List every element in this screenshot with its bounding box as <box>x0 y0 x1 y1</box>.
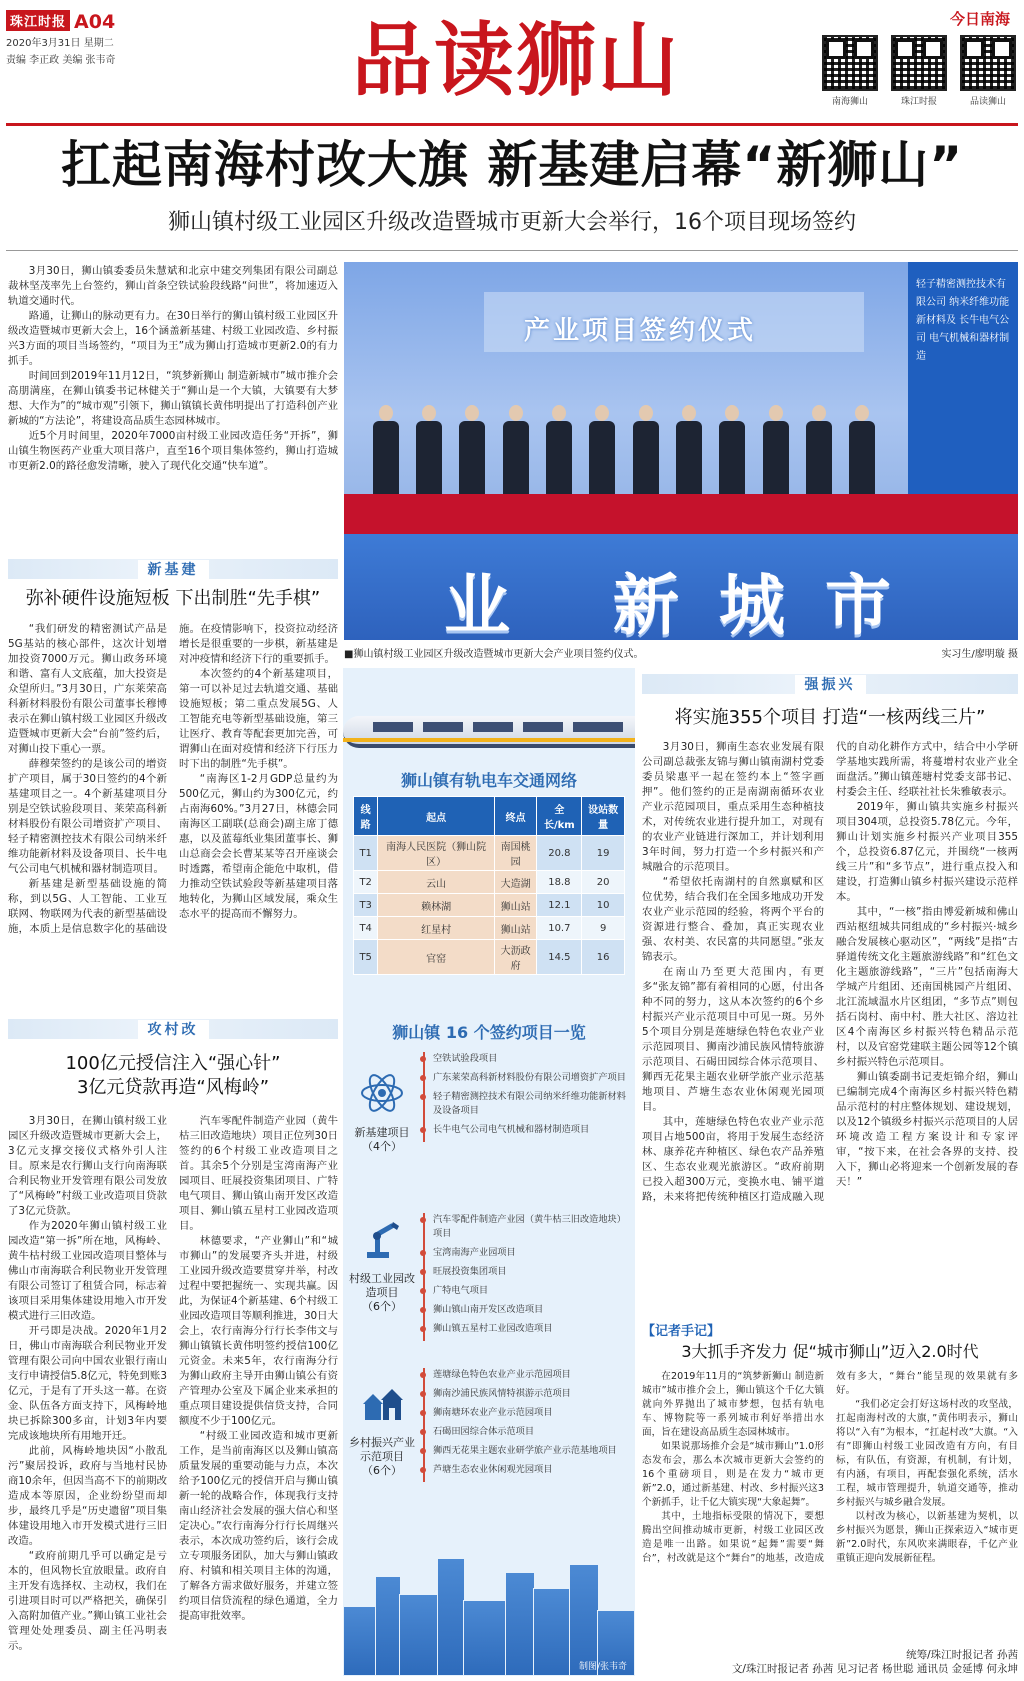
table-cell: 红星村 <box>378 917 495 940</box>
person-figure <box>546 405 572 497</box>
table-cell: 20.8 <box>537 836 582 871</box>
table-cell: 狮山站 <box>494 894 536 917</box>
region-tag: 今日南海 <box>949 10 1010 28</box>
section-headline-revitalization: 将实施355个项目 打造“一核两线三片” <box>674 707 986 728</box>
body-paragraph: 作为2020年狮山镇村级工业园改造“第一拆”所在地，风梅岭、黄牛枯村级工业园改造项目整体与佛山市南海联合利民物业开发管理有限公司签订了租赁合同，标志着该项目采用集体建设用地入市开发模式进行三旧改造。 <box>8 1220 167 1322</box>
body-paragraph: 林德要求，“产业狮山”和“城市狮山”的发展要齐头并进，村级工业园升级改造要贯穿并举，村改过程中要把握统一、实现共赢。因此，为保证4个新基建、6个村级工业园改造项目等顺利推进，30日大会上，农行南海分行行长李伟文与狮山镇镇长黄伟明签约授信100亿元资金。未来5年，农行南海分行为狮山政府主导开由狮山镇公有资产管理办公室及下属企业来承担的重点项目建设提供信贷支持，合同额度不少于100亿元。 <box>179 1235 338 1427</box>
table-cell: 官窑 <box>378 940 495 975</box>
table-header: 终点 <box>494 797 536 836</box>
photo-credit: 实习生/廖明璇 摄 <box>941 649 1018 660</box>
body-paragraph: 在南山乃至更大范围内，有更多“张友锦”都有着相同的心愿，付出各种不同的努力，这从本次签约的6个乡村振兴产业示范项目中可见一斑。另外5个项目分别是莲塘绿色特色农业产业示范园项目、狮南沙浦民族风情特旅游示范项目、石碣田园综合体示范项目、狮西无花果主题农业研学旅产业示范基地项目、芦塘生态农业休闲观光园项目。 <box>642 966 824 1113</box>
photo-caption <box>344 645 1018 660</box>
tram-window <box>473 722 513 732</box>
lead-paragraph: 时间回到2019年11月12日，“筑梦新狮山 制造新城市”城市推介会高朋满座，在狮山镇委书记林健关于“狮山是一个大镇，大镇要有大梦想、大作为”的“城市观”引领下，狮山镇镇长黄伟明提出了打造科创产业新城的“方法论”，将建设高品质生态园林城市。 <box>8 370 338 427</box>
photo-board-title: 产业项目签约仪式 <box>524 316 757 346</box>
table-cell: T4 <box>354 917 378 940</box>
person-figure <box>373 405 399 497</box>
table-cell: 10 <box>582 894 625 917</box>
body-paragraph: 3月30日，狮南生态农业发展有限公司副总裁张友锦与狮山镇南湖村党委委员梁惠平一起在签约本上“签字画押”。他们签约的正是南湖南循环农业产业示范园项目，重点采用生态种植技术，对传统农业进行提升加工，对现有的农业产业链进行深加工，并计划利用3年时间，努力打造一个乡村振兴和产城融合的示范项目。 <box>642 741 824 873</box>
tram-illustration <box>343 688 635 768</box>
table-cell: 14.5 <box>537 940 582 975</box>
person-figure <box>416 405 442 497</box>
category-count: （4个） <box>362 1140 402 1153</box>
table-row <box>354 894 625 917</box>
table-cell: 云山 <box>378 871 495 894</box>
body-paragraph: “我们必定会打好这场村改的攻坚战，扛起南海村改的大旗，”黄伟明表示，狮山将以“入有”为根本，“扛起村改”大旗。“入有”即狮山村级工业园改造有方向，有目标，有队伍，有资源，有机制，有计划，有内涵，有项目，再配套强化系统，活水工程，城市管理提升，轨道交通等，推动乡村振兴与城乡融合发展。 <box>836 1399 1018 1508</box>
section-title: 品读狮山 <box>352 13 680 107</box>
table-cell: 12.1 <box>537 894 582 917</box>
table-cell: 9 <box>582 917 625 940</box>
village-houses-icon <box>359 1380 405 1426</box>
body-paragraph: “村级工业园改造和城市更新工作，是当前南海区以及狮山镇高质量发展的重要动能与力点，本次给予100亿元的授信开启与狮山镇新一轮的战略合作，体现我行支持南山经济社会发展的强大信心和坚定决心。”农行南海分行行长周继兴表示，本次成功签约后，该行会成立专项服务团队，加大与狮山镇政府、村镇和相关项目主体的沟通，了解各方需求做好服务，并建立签约项目信贷流程的绿色通道，全力提高审批效率。 <box>179 1430 338 1622</box>
qr-code-icon <box>822 35 878 91</box>
project-item: 狮南塘环农业产业示范园项目 <box>433 1406 629 1420</box>
building-shape <box>505 1572 535 1676</box>
city-skyline-illustration <box>343 1546 635 1676</box>
table-row <box>354 871 625 894</box>
body-paragraph: 2019年，狮山镇共实施乡村振兴项目304项，总投资5.78亿元。今年，狮山计划实施乡村振兴产业项目355个，总投资6.87亿元，并围绕“一核两线三片”和“多节点”，进行重点投入和建设，打造狮山镇乡村振兴建设示范样本。 <box>836 801 1018 903</box>
table-cell: 南国桃园 <box>494 836 536 871</box>
atom-icon <box>359 1070 405 1116</box>
project-item: 广特电气项目 <box>433 1284 629 1298</box>
project-item: 汽车零配件制造产业园（黄牛枯三旧改造地块）项目 <box>433 1213 629 1241</box>
project-item: 芦塘生态农业休闲观光园项目 <box>433 1463 629 1477</box>
signed-projects-title: 狮山镇 16 个签约项目一览 <box>392 1023 586 1042</box>
person-figure <box>459 405 485 497</box>
body-paragraph: 薛穆荣签约的是该公司的增资扩产项目，属于30日签约的4个新基建项目之一。4个新基建项目分别是空铁试验段项目、莱荣高科新材料股份有限公司增资扩产项目、轻子精密测控技术有限公司纳米纤维功能新材料及设备项目、长牛电气公司电气机械和器材制造项目。 <box>8 758 167 875</box>
table-header: 全长/km <box>537 797 582 836</box>
reporter-note-body <box>642 1370 1018 1642</box>
project-item: 狮山镇山南开发区改造项目 <box>433 1303 629 1317</box>
body-paragraph: 此前，风梅岭地块因“小散乱污”聚居投诉，政府与当地村民协商10余年，但因当高不下的前期改造成本等原因，企业纷纷望而却步，最终几乎是“历史遗留”项目集体建设用地入市开发模式进行三旧改造。 <box>8 1445 167 1547</box>
table-cell: 大造湖 <box>494 871 536 894</box>
person-figure <box>676 405 702 497</box>
tram-window <box>373 722 413 732</box>
building-shape <box>343 1606 377 1676</box>
project-item: 宝湾南海产业园项目 <box>433 1246 629 1260</box>
tram-body <box>343 716 635 748</box>
body-paragraph: “我们研发的精密测试产品是5G基站的核心部件，这次计划增加投资7000万元。狮山政务环境和谐、富有人文底蕴，加大投资是众望所归。”3月30日，广东莱荣高科新材料股份有限公司董事长穆博表示在狮山镇村级工业园区升级改造暨城市更新大会“台前”签约后，对狮山投下重心一票。 <box>8 623 167 755</box>
masthead-left <box>6 10 156 67</box>
rail-network-title: 狮山镇有轨电车交通网络 <box>400 771 577 790</box>
masthead-right <box>820 8 1018 107</box>
reporter-note-headline: 3大抓手齐发力 促“城市狮山”迈入2.0时代 <box>681 1342 979 1361</box>
building-shape <box>399 1594 439 1676</box>
lead-paragraph: 路通，让狮山的脉动更有力。在30日举行的狮山镇村级工业园区升级改造暨城市更新大会上，16个涵盖新基建、村级工业园改造、乡村振兴3方面的项目当场签约，“项目为王”成为狮山打造城市更新2.0的有力抓手。 <box>8 310 338 367</box>
category-village-industrial <box>347 1216 417 1314</box>
editors-line: 责编 李正政 美编 张韦奇 <box>6 55 116 66</box>
person-figure <box>589 405 615 497</box>
section-label-text: 强振兴 <box>795 675 866 695</box>
body-paragraph: 开弓即是决战。2020年1月2日，佛山市南海联合利民物业开发管理有限公司向中国农业银行南山支行申请授信5.8亿元，特免到账3亿元，于是有了开头这一幕。在资金、队伍各方面支持下，风梅岭地块已拆除300多亩，计划3年内要完成该地块所有用地开迁。 <box>8 1325 167 1442</box>
table-row <box>354 940 625 975</box>
category-items-new-infrastructure <box>423 1052 629 1142</box>
building-shape <box>437 1558 465 1676</box>
caption-text: ■狮山镇村级工业园区升级改造暨城市更新大会产业项目签约仪式。 <box>344 649 644 660</box>
project-item: 狮南沙浦民族风情特祺游示范项目 <box>433 1387 629 1401</box>
table-cell: T1 <box>354 836 378 871</box>
issue-date: 2020年3月31日 星期二 <box>6 38 114 49</box>
section-body-infrastructure <box>8 622 338 978</box>
table-header: 线路 <box>354 797 378 836</box>
section-label-village-reform <box>8 1019 338 1039</box>
table-header: 起点 <box>378 797 495 836</box>
table-cell: 南海人民医院（狮山院区） <box>378 836 495 871</box>
qr-code-zhujiang[interactable] <box>889 35 949 107</box>
person-figure <box>503 405 529 497</box>
building-shape <box>463 1600 507 1676</box>
category-items-rural-revitalization <box>423 1368 629 1482</box>
qr-code-icon <box>891 35 947 91</box>
section-label-text: 新基建 <box>138 560 209 580</box>
category-rural-revitalization <box>347 1380 417 1478</box>
tram-stripe <box>343 738 635 742</box>
section-label-revitalization <box>642 674 1018 694</box>
person-figure <box>806 405 832 497</box>
masthead-divider <box>6 123 1018 126</box>
paper-logo: 珠江时报 <box>6 10 70 31</box>
qr-label: 南海狮山 <box>831 97 868 107</box>
qr-label: 品读狮山 <box>969 97 1006 107</box>
body-paragraph: 狮山镇委副书记麦炬锦介绍，狮山已编制完成4个南海区乡村振兴特色精品示范村的村庄整体规划、建设规划，以及12个镇级乡村振兴示范项目的人居环境改造工程方案设计和专家评审，“按下来，在社会各界的支持、投入下，狮山必将迎来一个创新发展的春天！” <box>836 1071 1018 1188</box>
building-shape <box>533 1588 571 1676</box>
table-cell: 18.8 <box>537 871 582 894</box>
table-cell: 19 <box>582 836 625 871</box>
person-figure <box>719 405 745 497</box>
table-cell: 大沥政府 <box>494 940 536 975</box>
table-cell: T3 <box>354 894 378 917</box>
byline-coordinator: 统筹/珠江时报记者 孙茜 <box>906 1649 1018 1661</box>
project-item: 空铁试验段项目 <box>433 1052 629 1066</box>
section-label-infrastructure <box>8 559 338 579</box>
body-paragraph: 汽车零配件制造产业园（黄牛枯三旧改造地块）项目正位列30日签约的6个村级工业改造项目之首。其余5个分别是宝湾南海产业园项目、旺展投资集团项目、广特电气项目、狮山镇山南开发区改造项目、狮山镇五星村工业园改造项目。 <box>179 1115 338 1232</box>
category-items-village-industrial <box>423 1213 629 1341</box>
photo-people <box>364 387 884 497</box>
body-paragraph: 3月30日，在狮山镇村级工业园区升级改造暨城市更新大会上，3亿元支撑交接仪式格外引人注目。原来是农行狮山支行向南海联合利民物业开发管理有限公司发放了“风梅岭”村级工业改造项目贷款了3亿元贷款。 <box>8 1115 167 1217</box>
signing-table <box>344 494 1018 534</box>
category-count: （6个） <box>362 1464 402 1477</box>
project-item: 莲塘绿色特色农业产业示范园项目 <box>433 1368 629 1382</box>
body-paragraph: 新基建是新型基础设施的简称，到以5G、人工智能、工业互联网、物联网为代表的新型基础设施，本质上是信息数字化的基础设施。在疫情影响下，投资拉动经济增长是很重要的一步棋，新基建是对冲疫情和经济下行的重要抓手。 <box>8 623 338 935</box>
lead-paragraph: 3月30日，狮山镇委委员朱慧斌和北京中建交列集团有限公司副总裁林坚茂率先上台签约，狮山首条空铁试验段线路“问世”，将加速迈入轨道交通时代。 <box>8 265 338 307</box>
project-item: 狮山镇五星村工业园改造项目 <box>433 1322 629 1336</box>
qr-code-pindu[interactable] <box>958 35 1018 107</box>
body-paragraph: “希望依托南湖村的自然禀赋和区位优势，结合我们在全国多地成功开发农业产业示范园的经验，将两个平台的资源进行整合、叠加，真正实现农业强、农村美、农民富的共同愿望。”张友锦表示。 <box>642 876 824 963</box>
table-cell: T2 <box>354 871 378 894</box>
body-paragraph: 如果说那场推介会是“城市狮山”1.0形态发布会，那么本次城市更新大会签约的16个重磅项目，则是在发力“城市更新”2.0，通过新基建、村改、乡村振兴这3个新抓手，让千亿大镇实现“大象起舞”。 <box>642 1441 824 1508</box>
category-new-infrastructure <box>347 1070 417 1154</box>
rail-network-table <box>353 796 625 975</box>
table-row <box>354 836 625 871</box>
table-header-row <box>354 797 625 836</box>
table-cell: 赖林湖 <box>378 894 495 917</box>
reporter-note-label: 【记者手记】 <box>642 1324 721 1339</box>
table-cell: 16 <box>582 940 625 975</box>
section-headline-infrastructure: 弥补硬件设施短板 下出制胜“先手棋” <box>25 588 321 609</box>
tram-window <box>523 722 563 732</box>
project-item: 旺展投资集团项目 <box>433 1265 629 1279</box>
table-row <box>354 917 625 940</box>
project-item: 石碣田园综合体示范项目 <box>433 1425 629 1439</box>
section-body-village-reform <box>8 1114 338 1676</box>
category-name: 村级工业园改造项目 <box>349 1272 415 1299</box>
person-figure <box>763 405 789 497</box>
section-headline-village-reform-2: 3亿元贷款再造“风梅岭” <box>76 1077 270 1098</box>
section-headline-village-reform-1: 100亿元授信注入“强心针” <box>65 1053 281 1074</box>
section-body-revitalization <box>642 740 1018 1310</box>
category-count: （6个） <box>362 1300 402 1313</box>
main-headline: 扛起南海村改大旗 新基建启幕“新狮山” <box>60 136 964 194</box>
page-number: A04 <box>74 11 116 33</box>
body-paragraph: 其中，“一核”指由博爱新城和佛山西站枢纽城共同组成的“乡村振兴·城乡融合发展核心驱动区”，“两线”是指“古驿道传统文化主题旅游线路”和“红色文化主题旅游线路”，“三片”包括南海大学城产片组团、还南国桃园产片组团、北江流域温水片区组团，“多节点”则包括石岗村、南中村、胜大社区、溶边社区4个南海区乡村振兴特色精品示范村，以及官窑党建联主题公园等12个镇乡村振兴特色示范项目。 <box>836 906 1018 1068</box>
body-paragraph: 本次签约的4个新基建项目，第一可以补足过去轨道交通、基础设施短板；第二重点发展5G、人工智能充电等新型基础设施，第三让医疗、教育等配套更加完善，可谓狮山在面对疫情和经济下行压力时下出的制胜“先手棋”。 <box>179 668 338 770</box>
illustration-credit: 制图/张韦奇 <box>578 1662 627 1672</box>
qr-code-icon <box>960 35 1016 91</box>
infographic-panel <box>343 668 635 1676</box>
byline-writers: 文/珠江时报记者 孙茜 见习记者 杨世聪 通讯员 金延博 何永坤 <box>731 1663 1018 1675</box>
table-header: 设站数量 <box>582 797 625 836</box>
photo-side-text: 轻子精密测控技术有限公司 纳米纤维功能新材料及 长牛电气公司 电气机械和器材制造 <box>916 279 1010 362</box>
table-cell: 狮山站 <box>494 917 536 940</box>
signing-ceremony-photo <box>344 262 1018 644</box>
table-cell: 10.7 <box>537 917 582 940</box>
masthead <box>6 6 1018 126</box>
body-paragraph: “政府前期几乎可以确定是亏本的，但风物长宜放眼量。政府自主开发有选择权、主动权，我们在引进项目时可以严格把关，确保引入高附加值产业。”狮山镇工业社会管理处处理委员、副主任冯明表示。 <box>8 1550 167 1652</box>
body-paragraph: “南海区1-2月GDP总量约为500亿元，狮山约为300亿元，约占南海60%。”3月27日，林德会同南海区工副联(总商会)副主席丁德惠，以及蓝莓纸业集团董事长、狮山总商会会长曹某某等召开座谈会时透露，希望南企能危中取机，借力推动空铁试验段等新基建项目落地转化，为狮山区域发展，乘众生态水平的提高而不懈努力。 <box>179 773 338 920</box>
sub-headline: 狮山镇村级工业园区升级改造暨城市更新大会举行，16个项目现场签约 <box>168 210 856 235</box>
headline-divider <box>6 250 1018 251</box>
category-name: 乡村振兴产业示范项目 <box>349 1436 415 1463</box>
project-item: 轻子精密测控技术有限公司纳米纤维功能新材料及设备项目 <box>433 1090 629 1118</box>
person-figure <box>633 405 659 497</box>
byline <box>642 1648 1018 1676</box>
robot-arm-icon <box>359 1216 405 1262</box>
qr-code-nanhai-shishan[interactable] <box>820 35 880 107</box>
body-paragraph: 其中，莲塘绿色特色农业产业示范项目占地500亩，将用于发展生态经济林、康养花卉种植区、绿色农产品养殖区、生态农业观光旅游区。“政府前期已投入超300万元，变换水电、铺平道路，未来将把传统种植区打造成融入现代的自动化耕作方式中，结合中小学研学基地实践所需，将蔓增村农业产业全面盘活。”狮山镇莲塘村党委支部书记、村委会主任、经联社社长朱雅敏表示。 <box>642 741 1018 1203</box>
qr-label: 珠江时报 <box>900 97 937 107</box>
table-cell: T5 <box>354 940 378 975</box>
stage-lettering: 业 新城市 <box>444 567 931 644</box>
body-paragraph: 在2019年11月的“筑梦新狮山 制造新城市”城市推介会上，狮山镇这个千亿大镇就向外界抛出了城市梦想，包括有轨电车、博物院等一系列城市利好举措出水面，旨在建设高品质生态园林城市。 <box>642 1371 824 1438</box>
project-item: 广东莱荣高科新材料股份有限公司增资扩产项目 <box>433 1071 629 1085</box>
project-item: 狮西无花果主题农业研学旅产业示范基地项目 <box>433 1444 629 1458</box>
project-item: 长牛电气公司电气机械和器材制造项目 <box>433 1123 629 1137</box>
section-label-text: 攻村改 <box>138 1020 209 1040</box>
lead-paragraph: 近5个月时间里，2020年7000亩村级工业园改造任务“开拆”，狮山镇生物医药产业重大项目落户，直至16个项目集体签约，狮山打造城市更新2.0的路径愈发清晰，驶入了现代化交通“快车道”。 <box>8 430 338 472</box>
tram-window <box>423 722 463 732</box>
body-paragraph: 以村改为核心，以新基建为契机，以乡村振兴为愿景，狮山正探索迈入“城市更新”2.0时代，东风吹来满眼春，千亿产业重镇正迎向发展新征程。 <box>836 1511 1018 1564</box>
lead-article <box>8 264 338 522</box>
building-shape <box>375 1576 401 1676</box>
body-paragraph: 其中，土地指标受限的情况下，要想腾出空间推动城市更新，村级工业园区改造是唯一出路。如果说“起舞”需要“舞台”，村改就是这个“舞台”的地基，改造成效有多大，“舞台”能呈现的效果就有多好。 <box>642 1371 1018 1564</box>
category-name: 新基建项目 <box>354 1126 410 1139</box>
table-cell: 20 <box>582 871 625 894</box>
person-figure <box>849 405 875 497</box>
tram-window <box>573 722 623 732</box>
